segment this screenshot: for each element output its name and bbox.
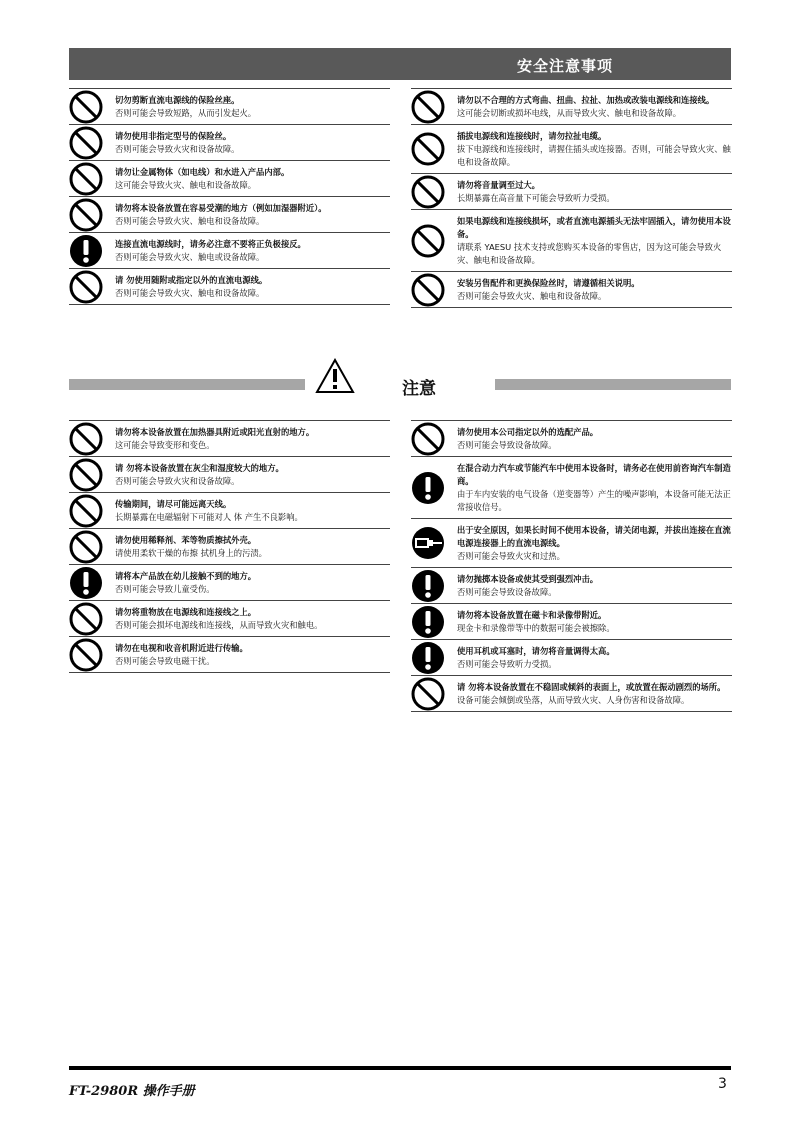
prohibition-icon — [69, 90, 103, 124]
prohibition-icon — [411, 90, 445, 124]
warning-item — [69, 636, 390, 673]
caution-divider — [69, 356, 731, 404]
manual-title: FT-2980R 操作手册 — [69, 1084, 195, 1099]
left-top-column — [69, 88, 390, 305]
warning-title: 请勿将本设备放置在加热器具附近或阳光直射的地方。 — [115, 427, 315, 437]
prohibition-icon — [411, 224, 445, 258]
mandatory-icon — [69, 234, 103, 268]
prohibition-icon — [411, 132, 445, 166]
warning-title: 传输期间，请尽可能远离天线。 — [115, 499, 232, 509]
caution-label: 注意 — [402, 379, 436, 399]
warning-item — [411, 88, 732, 124]
warning-description: 请联系 YAESU 技术支持或您购买本设备的零售店，因为这可能会导致火灾、触电和设备故障。 — [457, 242, 722, 265]
warning-title: 切勿剪断直流电源线的保险丝座。 — [115, 95, 240, 105]
prohibition-icon — [69, 198, 103, 232]
warning-description: 否则可能会导致设备故障。 — [457, 440, 557, 450]
warning-item — [411, 209, 732, 271]
mandatory-icon — [411, 605, 445, 639]
warning-item — [411, 518, 732, 567]
prohibition-icon — [411, 273, 445, 307]
warning-item — [69, 268, 390, 305]
warning-title: 请勿使用稀释剂、苯等物质擦拭外壳。 — [115, 535, 257, 545]
mandatory-icon — [411, 471, 445, 505]
warning-title: 请 勿将本设备放置在不稳固或倾斜的表面上，或放置在振动剧烈的场所。 — [457, 682, 726, 692]
warning-title: 请勿使用非指定型号的保险丝。 — [115, 131, 232, 141]
warning-title: 插拔电源线和连接线时，请勿拉扯电缆。 — [457, 131, 607, 141]
prohibition-icon — [69, 458, 103, 492]
warning-description: 否则可能会导致火灾和设备故障。 — [115, 144, 240, 154]
warning-description: 否则可能会导致设备故障。 — [457, 587, 557, 597]
warning-description: 否则可能会导致火灾、触电和设备故障。 — [115, 288, 265, 298]
warning-description: 否则可能会导致火灾和过热。 — [457, 551, 565, 561]
prohibition-icon — [69, 162, 103, 196]
warning-title: 请勿使用本公司指定以外的选配产品。 — [457, 427, 599, 437]
warning-title: 请勿在电视和收音机附近进行传输。 — [115, 643, 248, 653]
warning-item — [69, 420, 390, 456]
left-bottom-column — [69, 420, 390, 673]
footer-rule — [69, 1066, 731, 1070]
warning-item — [411, 603, 732, 639]
warning-title: 请将本产品放在幼儿接触不到的地方。 — [115, 571, 257, 581]
warning-description: 否则可能会导致火灾、触电或设备故障。 — [115, 252, 265, 262]
warning-title: 请勿将本设备放置在磁卡和录像带附近。 — [457, 610, 607, 620]
warning-description: 否则可能会导致听力受损。 — [457, 659, 557, 669]
warning-item — [69, 88, 390, 124]
prohibition-icon — [69, 126, 103, 160]
warning-item — [69, 160, 390, 196]
warning-item — [411, 567, 732, 603]
warning-title: 连接直流电源线时，请务必注意不要将正负极接反。 — [115, 239, 306, 249]
warning-item — [69, 124, 390, 160]
warning-description: 现金卡和录像带等中的数据可能会被擦除。 — [457, 623, 615, 633]
warning-title: 请勿抛掷本设备或使其受到强烈冲击。 — [457, 574, 599, 584]
warning-title: 使用耳机或耳塞时，请勿将音量调得太高。 — [457, 646, 615, 656]
warning-description: 由于车内安装的电气设备（逆变器等）产生的噪声影响，本设备可能无法正常接收信号。 — [457, 489, 731, 512]
prohibition-icon — [69, 602, 103, 636]
warning-item — [69, 492, 390, 528]
prohibition-icon — [411, 422, 445, 456]
warning-item — [411, 456, 732, 518]
warning-description: 设备可能会倾倒或坠落，从而导致火灾、人身伤害和设备故障。 — [457, 695, 690, 705]
warning-title: 请勿将重物放在电源线和连接线之上。 — [115, 607, 257, 617]
warning-item — [411, 173, 732, 209]
prohibition-icon — [69, 270, 103, 304]
warning-item — [69, 196, 390, 232]
warning-item — [69, 232, 390, 268]
warning-description: 否则可能会导致火灾、触电和设备故障。 — [115, 216, 265, 226]
warning-title: 出于安全原因，如果长时间不使用本设备，请关闭电源，并拔出连接在直流电源连接器上的直流电源线。 — [457, 525, 731, 548]
mandatory-icon — [69, 566, 103, 600]
warning-item — [411, 124, 732, 173]
warning-description: 否则可能会导致火灾和设备故障。 — [115, 476, 240, 486]
caution-bar-left — [69, 379, 305, 390]
warning-item — [69, 528, 390, 564]
warning-triangle-icon — [315, 358, 355, 394]
prohibition-icon — [69, 494, 103, 528]
warning-item — [411, 271, 732, 308]
warning-description: 这可能会导致变形和变色。 — [115, 440, 215, 450]
prohibition-icon — [69, 530, 103, 564]
prohibition-icon — [69, 422, 103, 456]
warning-description: 否则可能会导致电磁干扰。 — [115, 656, 215, 666]
warning-item — [411, 420, 732, 456]
warning-title: 如果电源线和连接线损坏，或者直流电源插头无法牢固插入，请勿使用本设备。 — [457, 216, 731, 239]
warning-item — [69, 456, 390, 492]
prohibition-icon — [411, 677, 445, 711]
warning-item — [69, 564, 390, 600]
prohibition-icon — [69, 638, 103, 672]
warning-description: 拔下电源线和连接线时，请握住插头或连接器。否则，可能会导致火灾、触电和设备故障。 — [457, 144, 731, 167]
warning-title: 请勿将本设备放置在容易受潮的地方（例如加湿器附近）。 — [115, 203, 327, 213]
warning-item — [411, 675, 732, 712]
warning-title: 请勿将音量调至过大。 — [457, 180, 540, 190]
warning-description: 否则可能会导致儿童受伤。 — [115, 584, 215, 594]
right-top-column — [411, 88, 732, 308]
warning-title: 请 勿使用随附或指定以外的直流电源线。 — [115, 275, 268, 285]
warning-description: 否则可能会损坏电源线和连接线，从而导致火灾和触电。 — [115, 620, 323, 630]
page-title: 安全注意事项 — [516, 57, 613, 75]
warning-title: 请勿让金属物体（如电线）和水进入产品内部。 — [115, 167, 290, 177]
prohibition-icon — [411, 175, 445, 209]
caution-bar-right — [495, 379, 731, 390]
warning-title: 请勿以不合理的方式弯曲、扭曲、拉扯、加热或改装电源线和连接线。 — [457, 95, 715, 105]
warning-item — [411, 639, 732, 675]
warning-description: 否则可能会导致火灾、触电和设备故障。 — [457, 291, 607, 301]
mandatory-icon — [411, 641, 445, 675]
warning-title: 请 勿将本设备放置在灰尘和湿度较大的地方。 — [115, 463, 284, 473]
warning-description: 长期暴露在电磁辐射下可能对人 体 产生不良影响。 — [115, 512, 303, 522]
warning-title: 在混合动力汽车或节能汽车中使用本设备时，请务必在使用前咨询汽车制造商。 — [457, 463, 731, 486]
warning-description: 这可能会导致火灾、触电和设备故障。 — [115, 180, 257, 190]
header-bar — [69, 48, 731, 80]
warning-item — [69, 600, 390, 636]
warning-description: 这可能会切断或损坏电线，从而导致火灾、触电和设备故障。 — [457, 108, 682, 118]
warning-description: 否则可能会导致短路，从而引发起火。 — [115, 108, 257, 118]
unplug-icon — [411, 526, 445, 560]
warning-description: 长期暴露在高音量下可能会导致听力受损。 — [457, 193, 615, 203]
page-number: 3 — [718, 1076, 727, 1092]
mandatory-icon — [411, 569, 445, 603]
warning-description: 请使用柔软干燥的布擦 拭机身上的污渍。 — [115, 548, 267, 558]
warning-title: 安装另售配件和更换保险丝时，请遵循相关说明。 — [457, 278, 640, 288]
right-bottom-column — [411, 420, 732, 712]
